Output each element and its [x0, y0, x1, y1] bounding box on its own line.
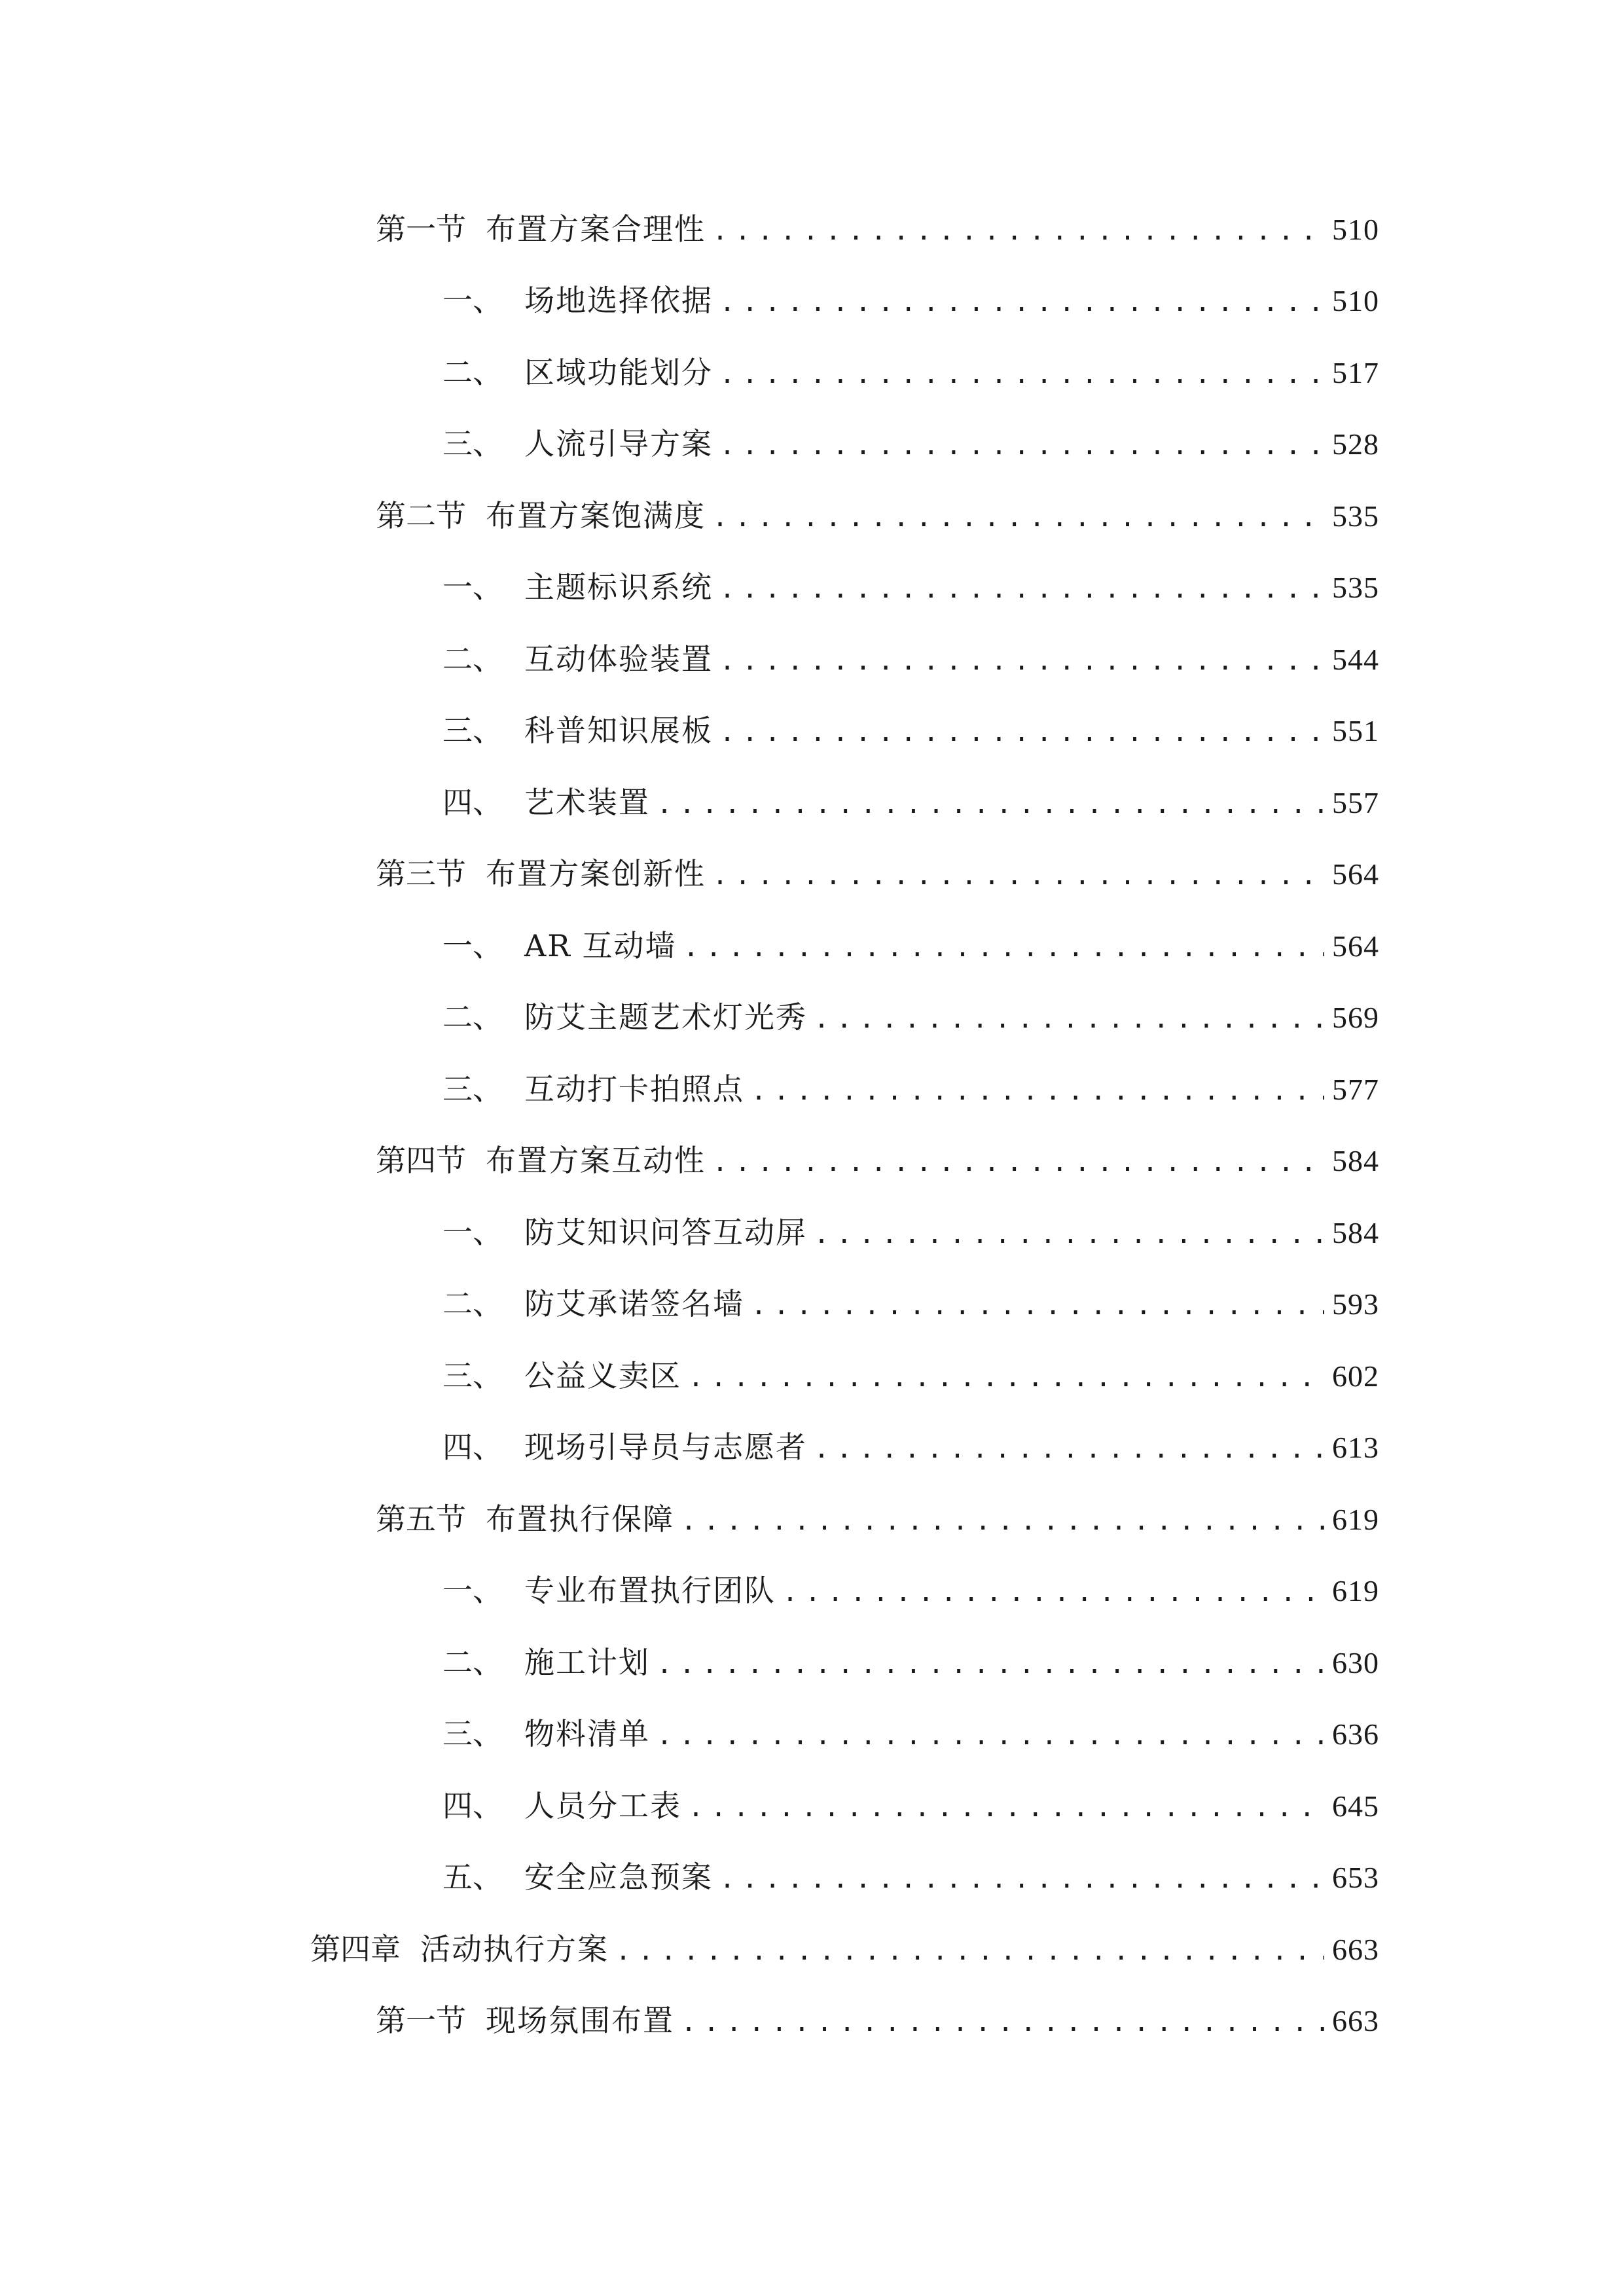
entry-page-number: 528	[1332, 427, 1379, 461]
entry-title: 施工计划	[524, 1645, 650, 1680]
dot-leader	[751, 1068, 1324, 1112]
dot-leader	[719, 1856, 1324, 1900]
entry-prefix: 三、	[442, 1071, 503, 1107]
dot-leader	[712, 1139, 1324, 1183]
dot-leader	[712, 853, 1324, 897]
entry-title: 专业布置执行团队	[524, 1573, 776, 1608]
entry-page-number: 619	[1332, 1574, 1379, 1607]
toc-entry[interactable]	[310, 1926, 1379, 1972]
entry-title: 公益义卖区	[524, 1358, 681, 1393]
toc-entry[interactable]	[442, 278, 1379, 323]
entry-page-number: 564	[1332, 857, 1379, 891]
dot-leader	[681, 2000, 1324, 2043]
dot-leader	[814, 996, 1324, 1040]
toc-entry[interactable]	[442, 923, 1379, 969]
dot-leader	[688, 1785, 1324, 1829]
dot-leader	[683, 925, 1324, 969]
entry-title: 布置方案互动性	[486, 1143, 706, 1178]
entry-prefix: 第三节	[376, 856, 466, 891]
entry-prefix: 五、	[442, 1859, 503, 1895]
entry-prefix: 三、	[442, 1358, 503, 1393]
entry-title: 防艾知识问答互动屏	[524, 1215, 807, 1250]
toc-entry[interactable]	[442, 1424, 1379, 1470]
entry-prefix: 四、	[442, 1429, 503, 1465]
entry-page-number: 577	[1332, 1073, 1379, 1106]
dot-leader	[681, 1498, 1324, 1542]
toc-entry[interactable]	[442, 1854, 1379, 1900]
entry-title: 布置方案合理性	[486, 211, 706, 247]
entry-title: 布置方案创新性	[486, 856, 706, 891]
entry-page-number: 645	[1332, 1789, 1379, 1823]
entry-prefix: 第一节	[376, 211, 466, 247]
dot-leader	[719, 351, 1324, 395]
toc-entry[interactable]	[442, 1568, 1379, 1613]
entry-page-number: 636	[1332, 1717, 1379, 1751]
toc-entry[interactable]	[442, 1210, 1379, 1255]
entry-prefix: 一、	[442, 1573, 503, 1608]
dot-leader	[688, 1355, 1324, 1399]
entry-title: 布置方案饱满度	[486, 498, 706, 533]
dot-leader	[814, 1426, 1324, 1470]
entry-page-number: 557	[1332, 786, 1379, 819]
entry-prefix: 四、	[442, 1788, 503, 1823]
toc-entry[interactable]	[442, 994, 1379, 1040]
entry-title: 物料清单	[524, 1716, 650, 1751]
entry-title: 防艾承诺签名墙	[524, 1286, 744, 1321]
entry-prefix: 三、	[442, 1716, 503, 1751]
toc-entry[interactable]	[442, 708, 1379, 753]
toc-entry[interactable]	[376, 1496, 1379, 1542]
toc-entry[interactable]	[442, 1353, 1379, 1399]
entry-page-number: 535	[1332, 571, 1379, 604]
entry-prefix: 三、	[442, 426, 503, 461]
entry-prefix: 二、	[442, 355, 503, 390]
dot-leader	[719, 423, 1324, 467]
entry-page-number: 663	[1332, 1933, 1379, 1966]
dot-leader	[719, 279, 1324, 323]
entry-title: 互动体验装置	[524, 641, 713, 677]
entry-page-number: 602	[1332, 1359, 1379, 1393]
toc-entry[interactable]	[376, 493, 1379, 539]
dot-leader	[719, 709, 1324, 753]
entry-title: 互动打卡拍照点	[524, 1071, 744, 1107]
entry-prefix: 二、	[442, 641, 503, 677]
toc-entry[interactable]	[442, 1640, 1379, 1685]
entry-prefix: 第二节	[376, 498, 466, 533]
entry-page-number: 584	[1332, 1216, 1379, 1249]
entry-prefix: 第四章	[310, 1931, 401, 1967]
dot-leader	[657, 1713, 1324, 1757]
entry-page-number: 564	[1332, 929, 1379, 963]
dot-leader	[657, 1641, 1324, 1685]
dot-leader	[751, 1283, 1324, 1327]
entry-prefix: 一、	[442, 928, 503, 963]
entry-prefix: 第四节	[376, 1143, 466, 1178]
entry-prefix: 二、	[442, 999, 503, 1035]
dot-leader	[712, 208, 1324, 252]
entry-title: 科普知识展板	[524, 713, 713, 748]
toc-entry[interactable]	[442, 636, 1379, 682]
entry-page-number: 569	[1332, 1001, 1379, 1034]
dot-leader	[719, 566, 1324, 610]
entry-title: 活动执行方案	[420, 1931, 609, 1967]
entry-prefix: 二、	[442, 1645, 503, 1680]
entry-page-number: 663	[1332, 2004, 1379, 2037]
entry-title: 区域功能划分	[524, 355, 713, 390]
dot-leader	[712, 495, 1324, 539]
entry-page-number: 593	[1332, 1287, 1379, 1321]
toc-entry[interactable]	[442, 350, 1379, 395]
entry-page-number: 535	[1332, 499, 1379, 533]
toc-entry[interactable]	[442, 1783, 1379, 1829]
entry-title: 防艾主题艺术灯光秀	[524, 999, 807, 1035]
toc-entry[interactable]	[442, 421, 1379, 467]
toc-entry[interactable]	[442, 564, 1379, 610]
dot-leader	[719, 638, 1324, 682]
dot-leader	[615, 1928, 1324, 1972]
entry-prefix: 第五节	[376, 1501, 466, 1537]
entry-title: 人流引导方案	[524, 426, 713, 461]
toc-entry[interactable]	[376, 206, 1379, 252]
toc-entry[interactable]	[442, 1066, 1379, 1112]
toc-entry[interactable]	[376, 1138, 1379, 1183]
entry-page-number: 619	[1332, 1503, 1379, 1536]
entry-title: 现场引导员与志愿者	[524, 1429, 807, 1465]
entry-prefix: 一、	[442, 283, 503, 318]
entry-title: 安全应急预案	[524, 1859, 713, 1895]
entry-page-number: 510	[1332, 213, 1379, 246]
toc-entry[interactable]	[442, 1711, 1379, 1757]
toc-entry[interactable]	[376, 851, 1379, 897]
entry-page-number: 613	[1332, 1431, 1379, 1464]
entry-page-number: 551	[1332, 714, 1379, 747]
entry-prefix: 四、	[442, 785, 503, 820]
entry-prefix: 二、	[442, 1286, 503, 1321]
entry-page-number: 630	[1332, 1646, 1379, 1679]
dot-leader	[782, 1570, 1324, 1613]
entry-page-number: 517	[1332, 356, 1379, 389]
toc-entry[interactable]	[442, 1281, 1379, 1327]
entry-title: 现场氛围布置	[486, 2003, 674, 2038]
dot-leader	[814, 1211, 1324, 1255]
entry-page-number: 544	[1332, 643, 1379, 676]
entry-prefix: 三、	[442, 713, 503, 748]
entry-title: 布置执行保障	[486, 1501, 674, 1537]
entry-prefix: 第一节	[376, 2003, 466, 2038]
entry-title: 人员分工表	[524, 1788, 681, 1823]
entry-title: 场地选择依据	[524, 283, 713, 318]
entry-page-number: 510	[1332, 284, 1379, 317]
toc-entry[interactable]	[442, 780, 1379, 825]
dot-leader	[657, 781, 1324, 825]
entry-prefix: 一、	[442, 1215, 503, 1250]
entry-page-number: 584	[1332, 1144, 1379, 1177]
entry-prefix: 一、	[442, 569, 503, 605]
entry-title: 艺术装置	[524, 785, 650, 820]
toc-entry[interactable]	[376, 1998, 1379, 2043]
entry-page-number: 653	[1332, 1861, 1379, 1894]
entry-title: AR 互动墙	[524, 928, 677, 963]
entry-title: 主题标识系统	[524, 569, 713, 605]
